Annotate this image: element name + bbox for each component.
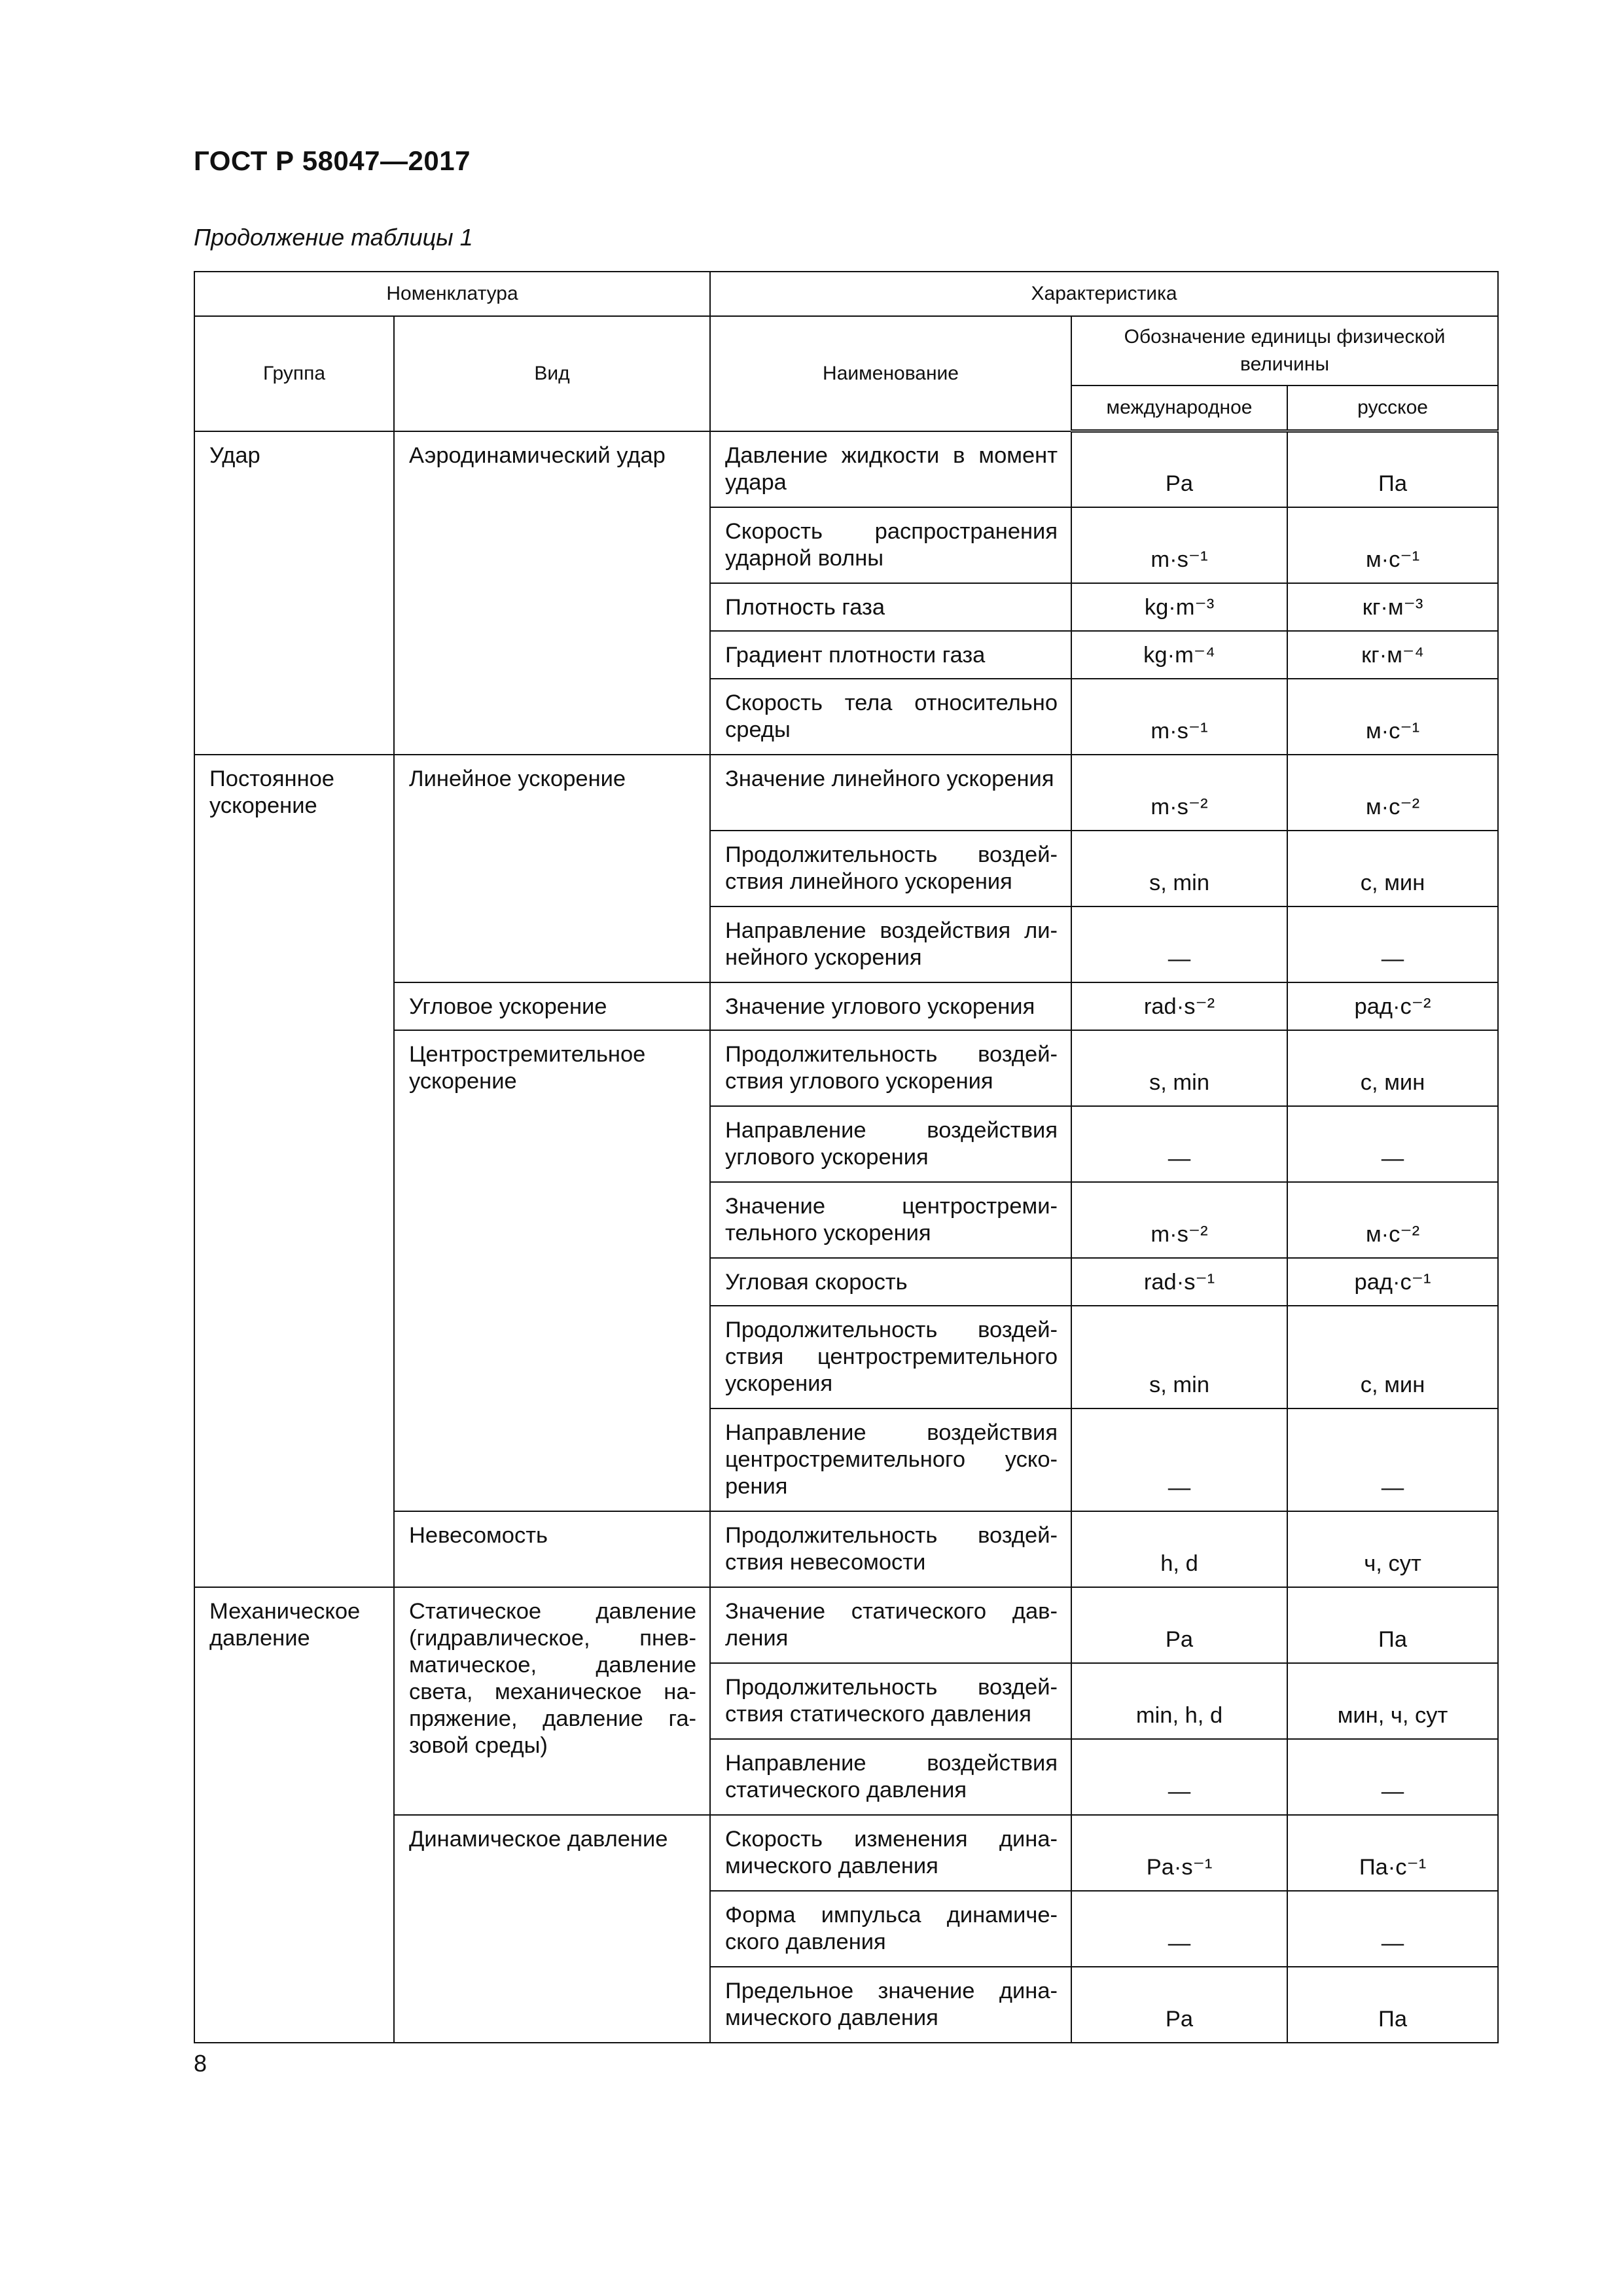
header-row	[194, 316, 1498, 386]
unit-russian: м·с⁻¹	[1287, 507, 1498, 583]
table-caption: Продолжение таблицы 1	[194, 224, 473, 251]
unit-international: s, min	[1071, 1306, 1287, 1408]
name-cell: Значение линейного ускорения	[710, 755, 1071, 831]
name-cell: Значение углового ускорения	[710, 982, 1071, 1030]
unit-russian: —	[1287, 1891, 1498, 1967]
name-cell: Градиент плотности газа	[710, 631, 1071, 679]
unit-international: Pa	[1071, 1587, 1287, 1663]
unit-russian: кг·м⁻³	[1287, 583, 1498, 631]
name-cell: Скорость тела относительно среды	[710, 679, 1071, 755]
name-cell: Значение центростремительного ускорения	[710, 1182, 1071, 1258]
unit-international: —	[1071, 906, 1287, 982]
name-cell: Угловая скорость	[710, 1258, 1071, 1306]
unit-russian: —	[1287, 1106, 1498, 1182]
unit-russian: Па·с⁻¹	[1287, 1815, 1498, 1891]
unit-international: kg·m⁻³	[1071, 583, 1287, 631]
table-row	[194, 1587, 1498, 1663]
header-unit-designation: Обозначение единицы физической величины	[1071, 316, 1498, 386]
unit-international: Pa	[1071, 1967, 1287, 2043]
group-cell: Механическое давление	[194, 1587, 394, 2043]
header-nomenclature: Номенклатура	[194, 272, 710, 316]
unit-international: rad·s⁻²	[1071, 982, 1287, 1030]
unit-russian: с, мин	[1287, 1306, 1498, 1408]
name-cell: Скорость распространения ударной волны	[710, 507, 1071, 583]
header-name: Наименование	[710, 316, 1071, 431]
unit-international: —	[1071, 1739, 1287, 1815]
unit-russian: —	[1287, 1408, 1498, 1511]
type-cell: Аэродинамический удар	[394, 431, 710, 755]
name-cell: Направление воздействия статического давления	[710, 1739, 1071, 1815]
unit-international: Pa	[1071, 431, 1287, 507]
page-number: 8	[194, 2050, 207, 2077]
unit-russian: —	[1287, 1739, 1498, 1815]
type-cell: Невесомость	[394, 1511, 710, 1587]
table-row	[194, 755, 1498, 831]
name-cell: Направление воздействия линейного ускорения	[710, 906, 1071, 982]
unit-russian: —	[1287, 906, 1498, 982]
header-group: Группа	[194, 316, 394, 431]
unit-russian: Па	[1287, 431, 1498, 507]
name-cell: Форма импульса динамического давления	[710, 1891, 1071, 1967]
unit-russian: м·с⁻²	[1287, 755, 1498, 831]
unit-russian: м·с⁻²	[1287, 1182, 1498, 1258]
unit-international: —	[1071, 1408, 1287, 1511]
type-cell: Линейное ускорение	[394, 755, 710, 982]
unit-russian: м·с⁻¹	[1287, 679, 1498, 755]
unit-international: min, h, d	[1071, 1663, 1287, 1739]
unit-international: Pa·s⁻¹	[1071, 1815, 1287, 1891]
unit-international: s, min	[1071, 831, 1287, 906]
unit-international: m·s⁻²	[1071, 1182, 1287, 1258]
name-cell: Продолжительность воздействия невесомости	[710, 1511, 1071, 1587]
type-cell: Динамическое давление	[394, 1815, 710, 2043]
group-cell: Постоянное ускорение	[194, 755, 394, 1587]
unit-russian: мин, ч, сут	[1287, 1663, 1498, 1739]
header-type: Вид	[394, 316, 710, 431]
name-cell: Плотность газа	[710, 583, 1071, 631]
unit-international: h, d	[1071, 1511, 1287, 1587]
unit-russian: Па	[1287, 1587, 1498, 1663]
unit-russian: с, мин	[1287, 831, 1498, 906]
unit-international: s, min	[1071, 1030, 1287, 1106]
table-row	[194, 431, 1498, 507]
name-cell: Давление жидкости в момент удара	[710, 431, 1071, 507]
header-russian: русское	[1287, 386, 1498, 431]
name-cell: Значение статического давления	[710, 1587, 1071, 1663]
unit-international: m·s⁻¹	[1071, 507, 1287, 583]
name-cell: Скорость изменения динамического давления	[710, 1815, 1071, 1891]
table-body	[194, 431, 1498, 2043]
unit-russian: с, мин	[1287, 1030, 1498, 1106]
name-cell: Предельное значение динамического давления	[710, 1967, 1071, 2043]
group-cell: Удар	[194, 431, 394, 755]
unit-international: rad·s⁻¹	[1071, 1258, 1287, 1306]
name-cell: Направление воздействия углового ускорения	[710, 1106, 1071, 1182]
document-code: ГОСТ Р 58047—2017	[194, 145, 471, 176]
header-international: международное	[1071, 386, 1287, 431]
type-cell: Центростремительное ускорение	[394, 1030, 710, 1511]
unit-international: —	[1071, 1106, 1287, 1182]
unit-international: kg·m⁻⁴	[1071, 631, 1287, 679]
type-cell: Статическое давление (гидравлическое, пневматическое, давление света, механическое напряжение, давление газовой среды)	[394, 1587, 710, 1815]
unit-russian: рад·с⁻²	[1287, 982, 1498, 1030]
unit-russian: рад·с⁻¹	[1287, 1258, 1498, 1306]
unit-russian: Па	[1287, 1967, 1498, 2043]
unit-russian: кг·м⁻⁴	[1287, 631, 1498, 679]
unit-international: m·s⁻¹	[1071, 679, 1287, 755]
type-cell: Угловое ускорение	[394, 982, 710, 1030]
header-characteristic: Характеристика	[710, 272, 1498, 316]
name-cell: Направление воздействия центростремительного ускорения	[710, 1408, 1071, 1511]
table-header	[194, 272, 1498, 431]
name-cell: Продолжительность воздействия линейного ускорения	[710, 831, 1071, 906]
header-row	[194, 272, 1498, 316]
name-cell: Продолжительность воздействия статического давления	[710, 1663, 1071, 1739]
characteristics-table	[194, 271, 1499, 2043]
unit-international: —	[1071, 1891, 1287, 1967]
unit-russian: ч, сут	[1287, 1511, 1498, 1587]
name-cell: Продолжительность воздействия центростремительного ускорения	[710, 1306, 1071, 1408]
name-cell: Продолжительность воздействия углового ускорения	[710, 1030, 1071, 1106]
unit-international: m·s⁻²	[1071, 755, 1287, 831]
